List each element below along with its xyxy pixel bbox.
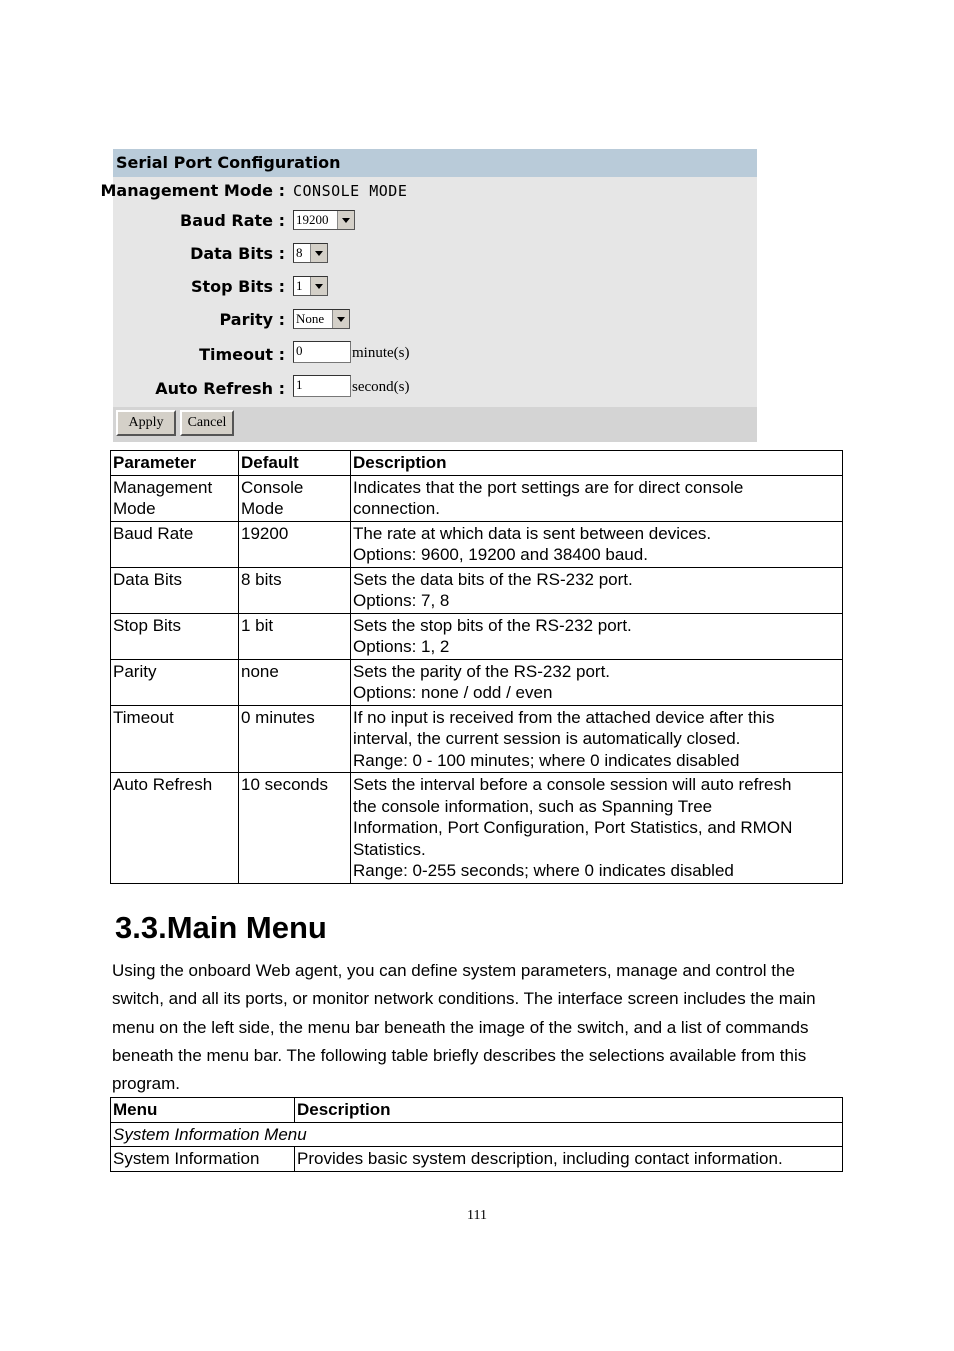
management-mode-row <box>100 177 757 205</box>
column-header: Menu <box>111 1098 295 1123</box>
stop-bits-row <box>113 273 757 301</box>
table-cell: Sets the stop bits of the RS-232 port. Options: 1, 2 <box>351 613 843 659</box>
parity-row <box>113 306 757 334</box>
stop-bits-label: Stop Bits : <box>190 277 285 296</box>
timeout-row <box>113 341 757 369</box>
parity-select[interactable] <box>293 309 350 329</box>
table-cell: Console Mode <box>239 475 351 521</box>
table-header-row <box>111 1098 843 1123</box>
column-header: Description <box>295 1098 843 1123</box>
panel-title: Serial Port Configuration <box>113 149 757 177</box>
table-row <box>111 773 843 884</box>
apply-button[interactable]: Apply <box>116 410 176 436</box>
timeout-label: Timeout : <box>199 345 285 364</box>
table-cell: Stop Bits <box>111 613 239 659</box>
timeout-input[interactable]: 0 <box>293 341 351 363</box>
auto-refresh-label: Auto Refresh : <box>155 379 285 398</box>
stop-bits-select[interactable] <box>293 276 328 296</box>
table-cell: Provides basic system description, including contact information. <box>295 1147 843 1172</box>
table-cell: 10 seconds <box>239 773 351 884</box>
table-row <box>111 567 843 613</box>
table-cell: Data Bits <box>111 567 239 613</box>
data-bits-label: Data Bits : <box>190 244 285 263</box>
table-cell: Management Mode <box>111 475 239 521</box>
table-cell: The rate at which data is sent between devices. Options: 9600, 19200 and 38400 baud. <box>351 521 843 567</box>
parity-label: Parity : <box>219 310 285 329</box>
table-cell: 0 minutes <box>239 705 351 773</box>
cancel-button[interactable]: Cancel <box>180 410 234 436</box>
page-number: 111 <box>467 1208 487 1223</box>
data-bits-select[interactable] <box>293 243 328 263</box>
parameter-table <box>110 450 843 884</box>
section-paragraph: Using the onboard Web agent, you can define system parameters, manage and control the switch, and all its ports, or monitor network conditions. The interface screen includes the main menu on the left side, the menu bar beneath the image of the switch, and a list of commands beneath the menu bar. The following table briefly describes the selections available from this program. <box>112 961 816 1094</box>
table-cell: 8 bits <box>239 567 351 613</box>
table-row <box>111 705 843 773</box>
table-row <box>111 613 843 659</box>
table-cell: Indicates that the port settings are for direct console connection. <box>351 475 843 521</box>
table-group-row <box>111 1122 843 1147</box>
baud-rate-select[interactable] <box>293 210 355 230</box>
table-group-label: System Information Menu <box>111 1122 843 1147</box>
data-bits-row <box>113 240 757 268</box>
auto-refresh-input[interactable]: 1 <box>293 375 351 397</box>
table-cell: Baud Rate <box>111 521 239 567</box>
stop-bits-value: 1 <box>296 278 303 293</box>
menu-table <box>110 1097 843 1172</box>
auto-refresh-row <box>113 375 757 403</box>
serial-port-config-panel <box>100 149 757 442</box>
baud-rate-label: Baud Rate : <box>180 211 285 230</box>
table-cell: Auto Refresh <box>111 773 239 884</box>
table-cell: System Information <box>111 1147 295 1172</box>
button-bar <box>113 407 757 442</box>
table-cell: 19200 <box>239 521 351 567</box>
management-mode-label: Management Mode : <box>100 181 285 200</box>
table-cell: If no input is received from the attached device after this interval, the current session is automatically closed. Range: 0 - 100 minutes; where 0 indicates disabled <box>351 705 843 773</box>
chevron-down-icon[interactable] <box>332 310 349 328</box>
table-cell: Sets the interval before a console session will auto refresh the console information, such as Spanning Tree Information, Port Configuration, Port Statistics, and RMON Statistics. Range: 0-255 seconds; where 0 indicates disabled <box>351 773 843 884</box>
table-row <box>111 1147 843 1172</box>
parity-value: None <box>296 311 325 326</box>
table-cell: 1 bit <box>239 613 351 659</box>
column-header: Default <box>239 451 351 476</box>
chevron-down-icon[interactable] <box>337 211 354 229</box>
table-header-row <box>111 451 843 476</box>
chevron-down-icon[interactable] <box>310 277 327 295</box>
table-cell: none <box>239 659 351 705</box>
table-cell: Parity <box>111 659 239 705</box>
baud-rate-row <box>113 207 757 235</box>
column-header: Parameter <box>111 451 239 476</box>
table-row <box>111 659 843 705</box>
management-mode-value: CONSOLE MODE <box>293 182 408 200</box>
chevron-down-icon[interactable] <box>310 244 327 262</box>
table-cell: Timeout <box>111 705 239 773</box>
data-bits-value: 8 <box>296 245 303 260</box>
timeout-unit: minute(s) <box>352 345 410 361</box>
column-header: Description <box>351 451 843 476</box>
table-cell: Sets the data bits of the RS-232 port. Options: 7, 8 <box>351 567 843 613</box>
table-row <box>111 521 843 567</box>
section-heading: 3.3.Main Menu <box>115 910 327 945</box>
baud-rate-value: 19200 <box>296 212 329 227</box>
table-row <box>111 475 843 521</box>
table-cell: Sets the parity of the RS-232 port. Options: none / odd / even <box>351 659 843 705</box>
auto-refresh-unit: second(s) <box>352 379 410 395</box>
